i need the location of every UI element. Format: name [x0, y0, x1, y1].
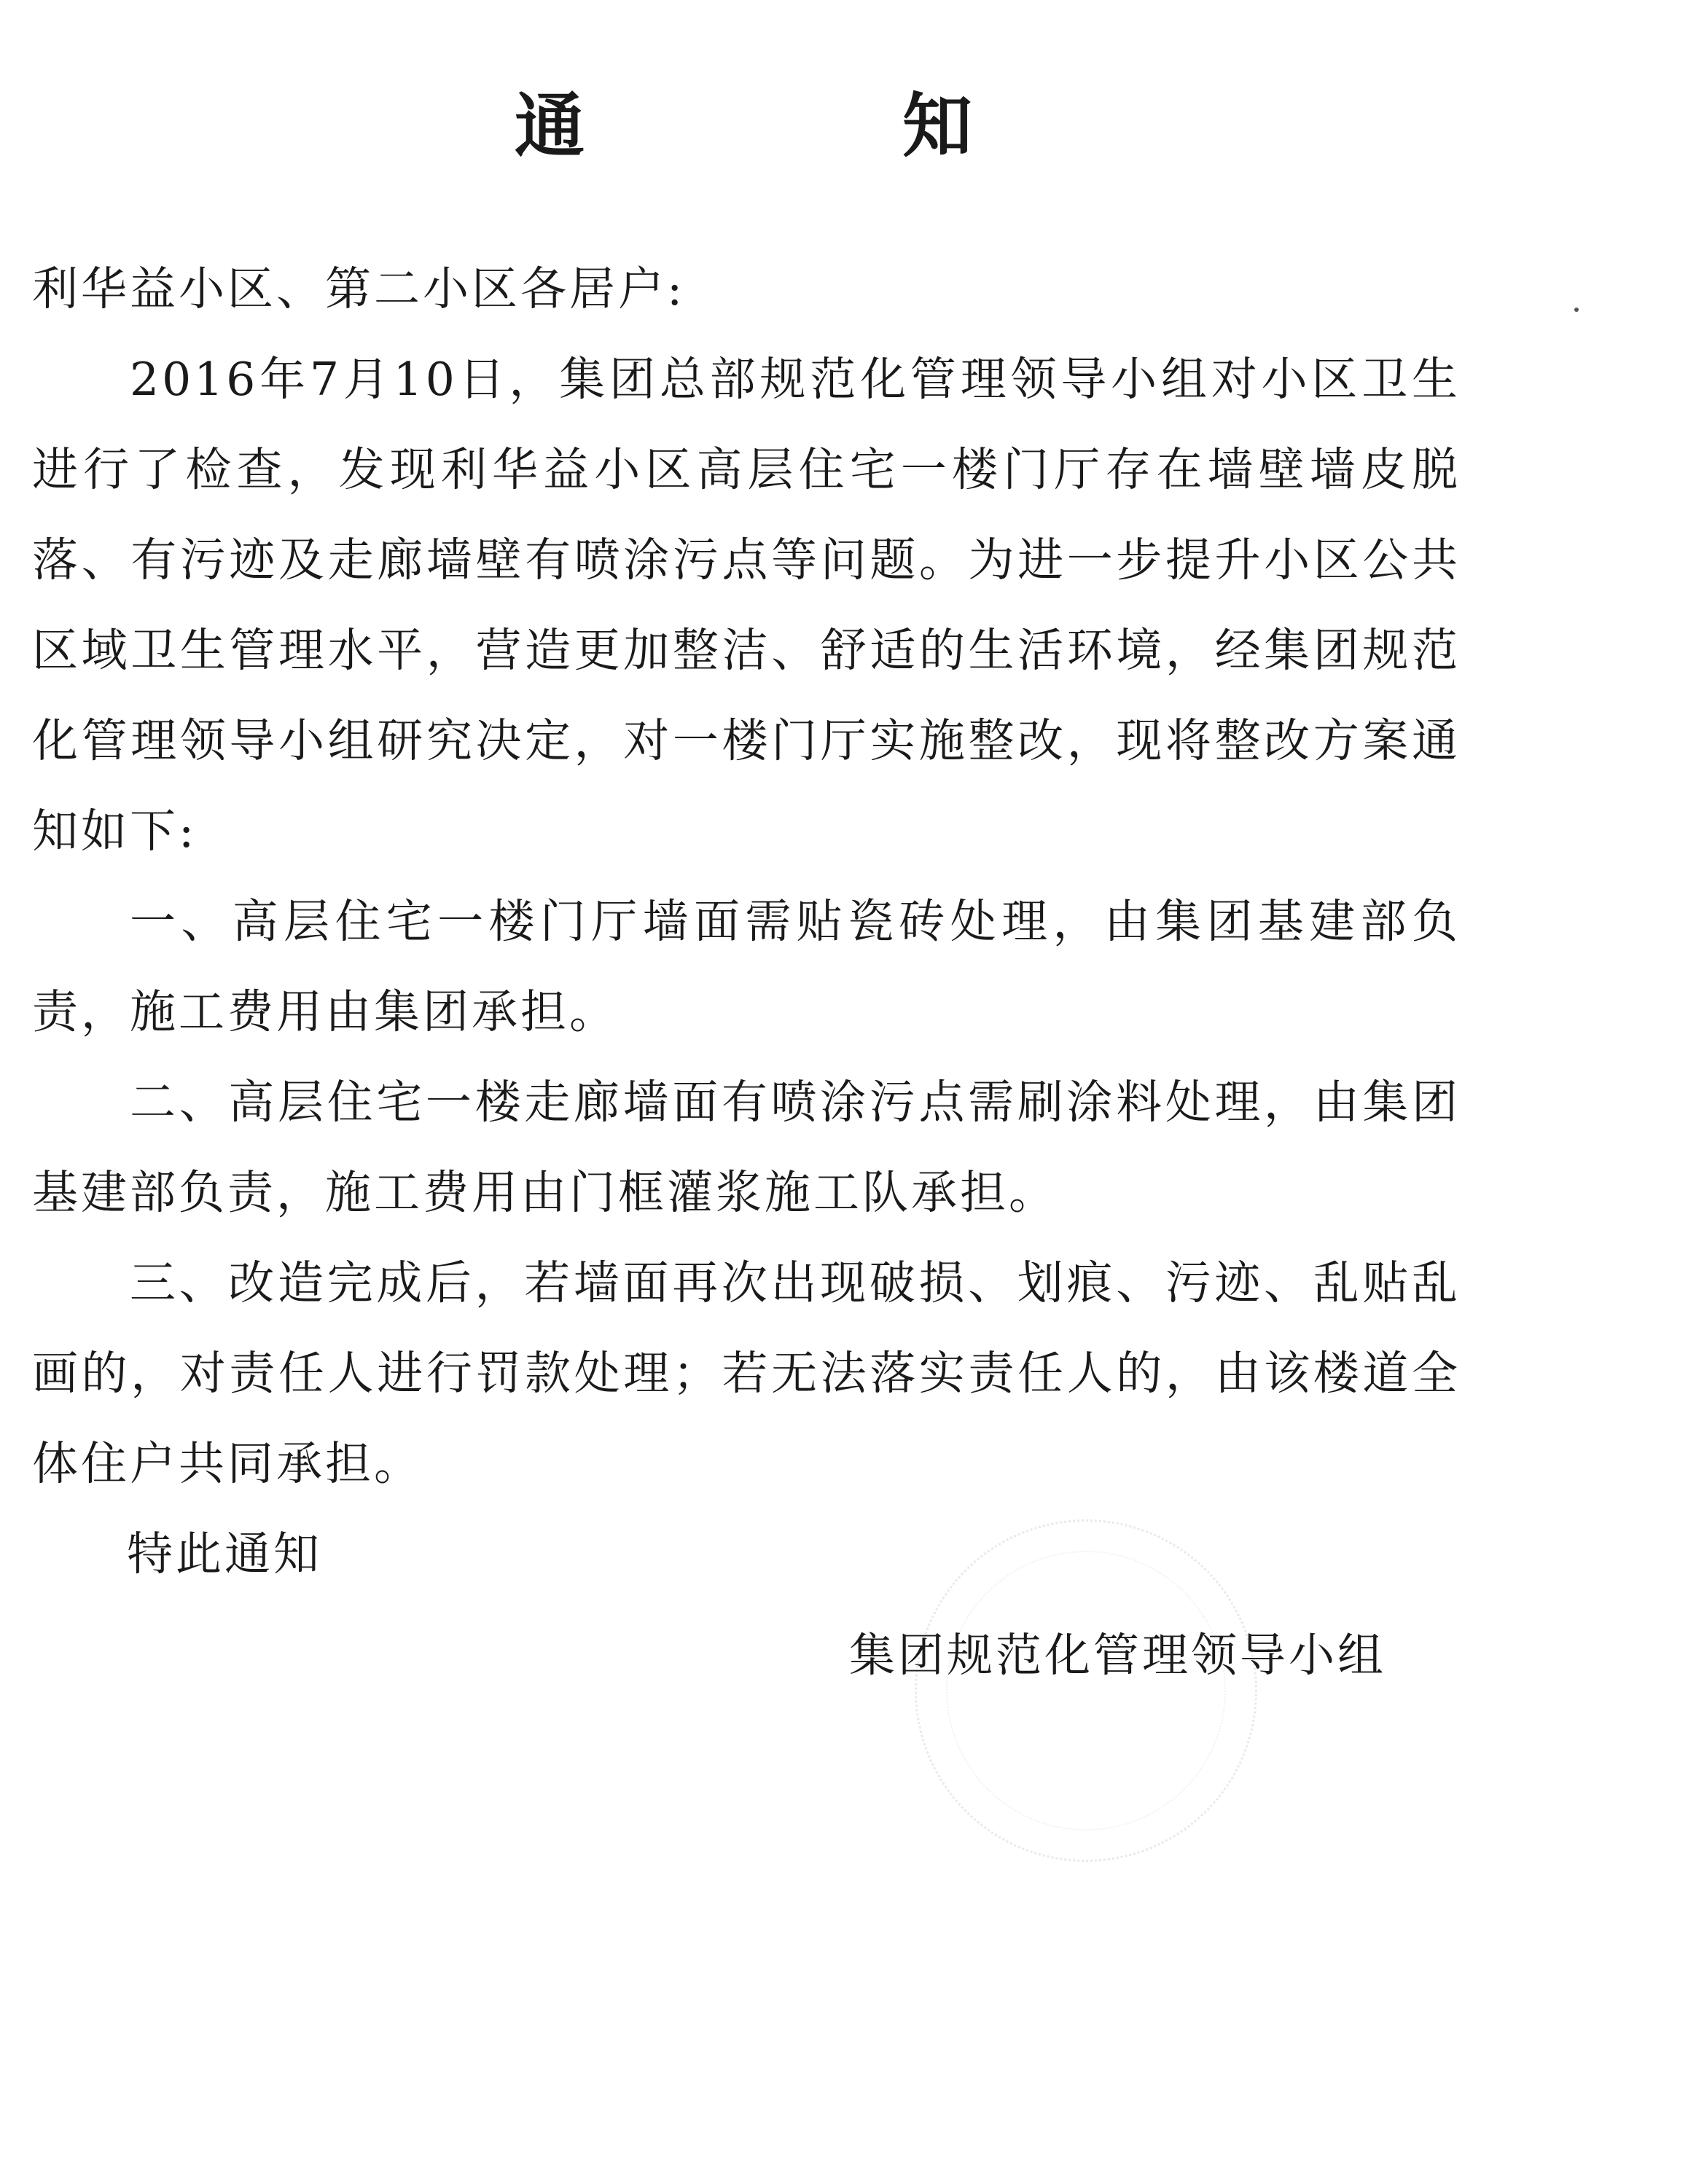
salutation: 利华益小区、第二小区各居户: [32, 262, 686, 316]
item-3: 三、改造完成后，若墙面再次出现破损、划痕、污迹、乱贴乱画的，对责任人进行罚款处理；若无法落实责任人的，由该楼道全体住户共同承担。 [32, 1256, 1461, 1490]
item-2: 二、高层住宅一楼走廊墙面有喷涂污点需刷涂料处理，由集团基建部负责，施工费用由门框灌浆施工队承担。 [32, 1076, 1461, 1219]
closing-line: 特此通知 [127, 1527, 322, 1581]
intro-paragraph: 2016年7月10日，集团总部规范化管理领导小组对小区卫生进行了检查，发现利华益小区高层住宅一楼门厅存在墙壁墙皮脱落、有污迹及走廊墙壁有喷涂污点等问题。为进一步提升小区公共区域卫生管理水平，营造更加整洁、舒适的生活环境，经集团规范化管理领导小组研究决定，对一楼门厅实施整改，现将整改方案通知如下: [32, 353, 1461, 858]
faded-seal-stamp [915, 1519, 1257, 1862]
scan-speck [1574, 308, 1579, 312]
signature-org: 集团规范化管理领导小组 [849, 1629, 1386, 1682]
item-1: 一、高层住宅一楼门厅墙面需贴瓷砖处理，由集团基建部负责，施工费用由集团承担。 [32, 895, 1461, 1038]
notice-title: 通 知 [515, 85, 1096, 167]
notice-body [32, 244, 1461, 1600]
